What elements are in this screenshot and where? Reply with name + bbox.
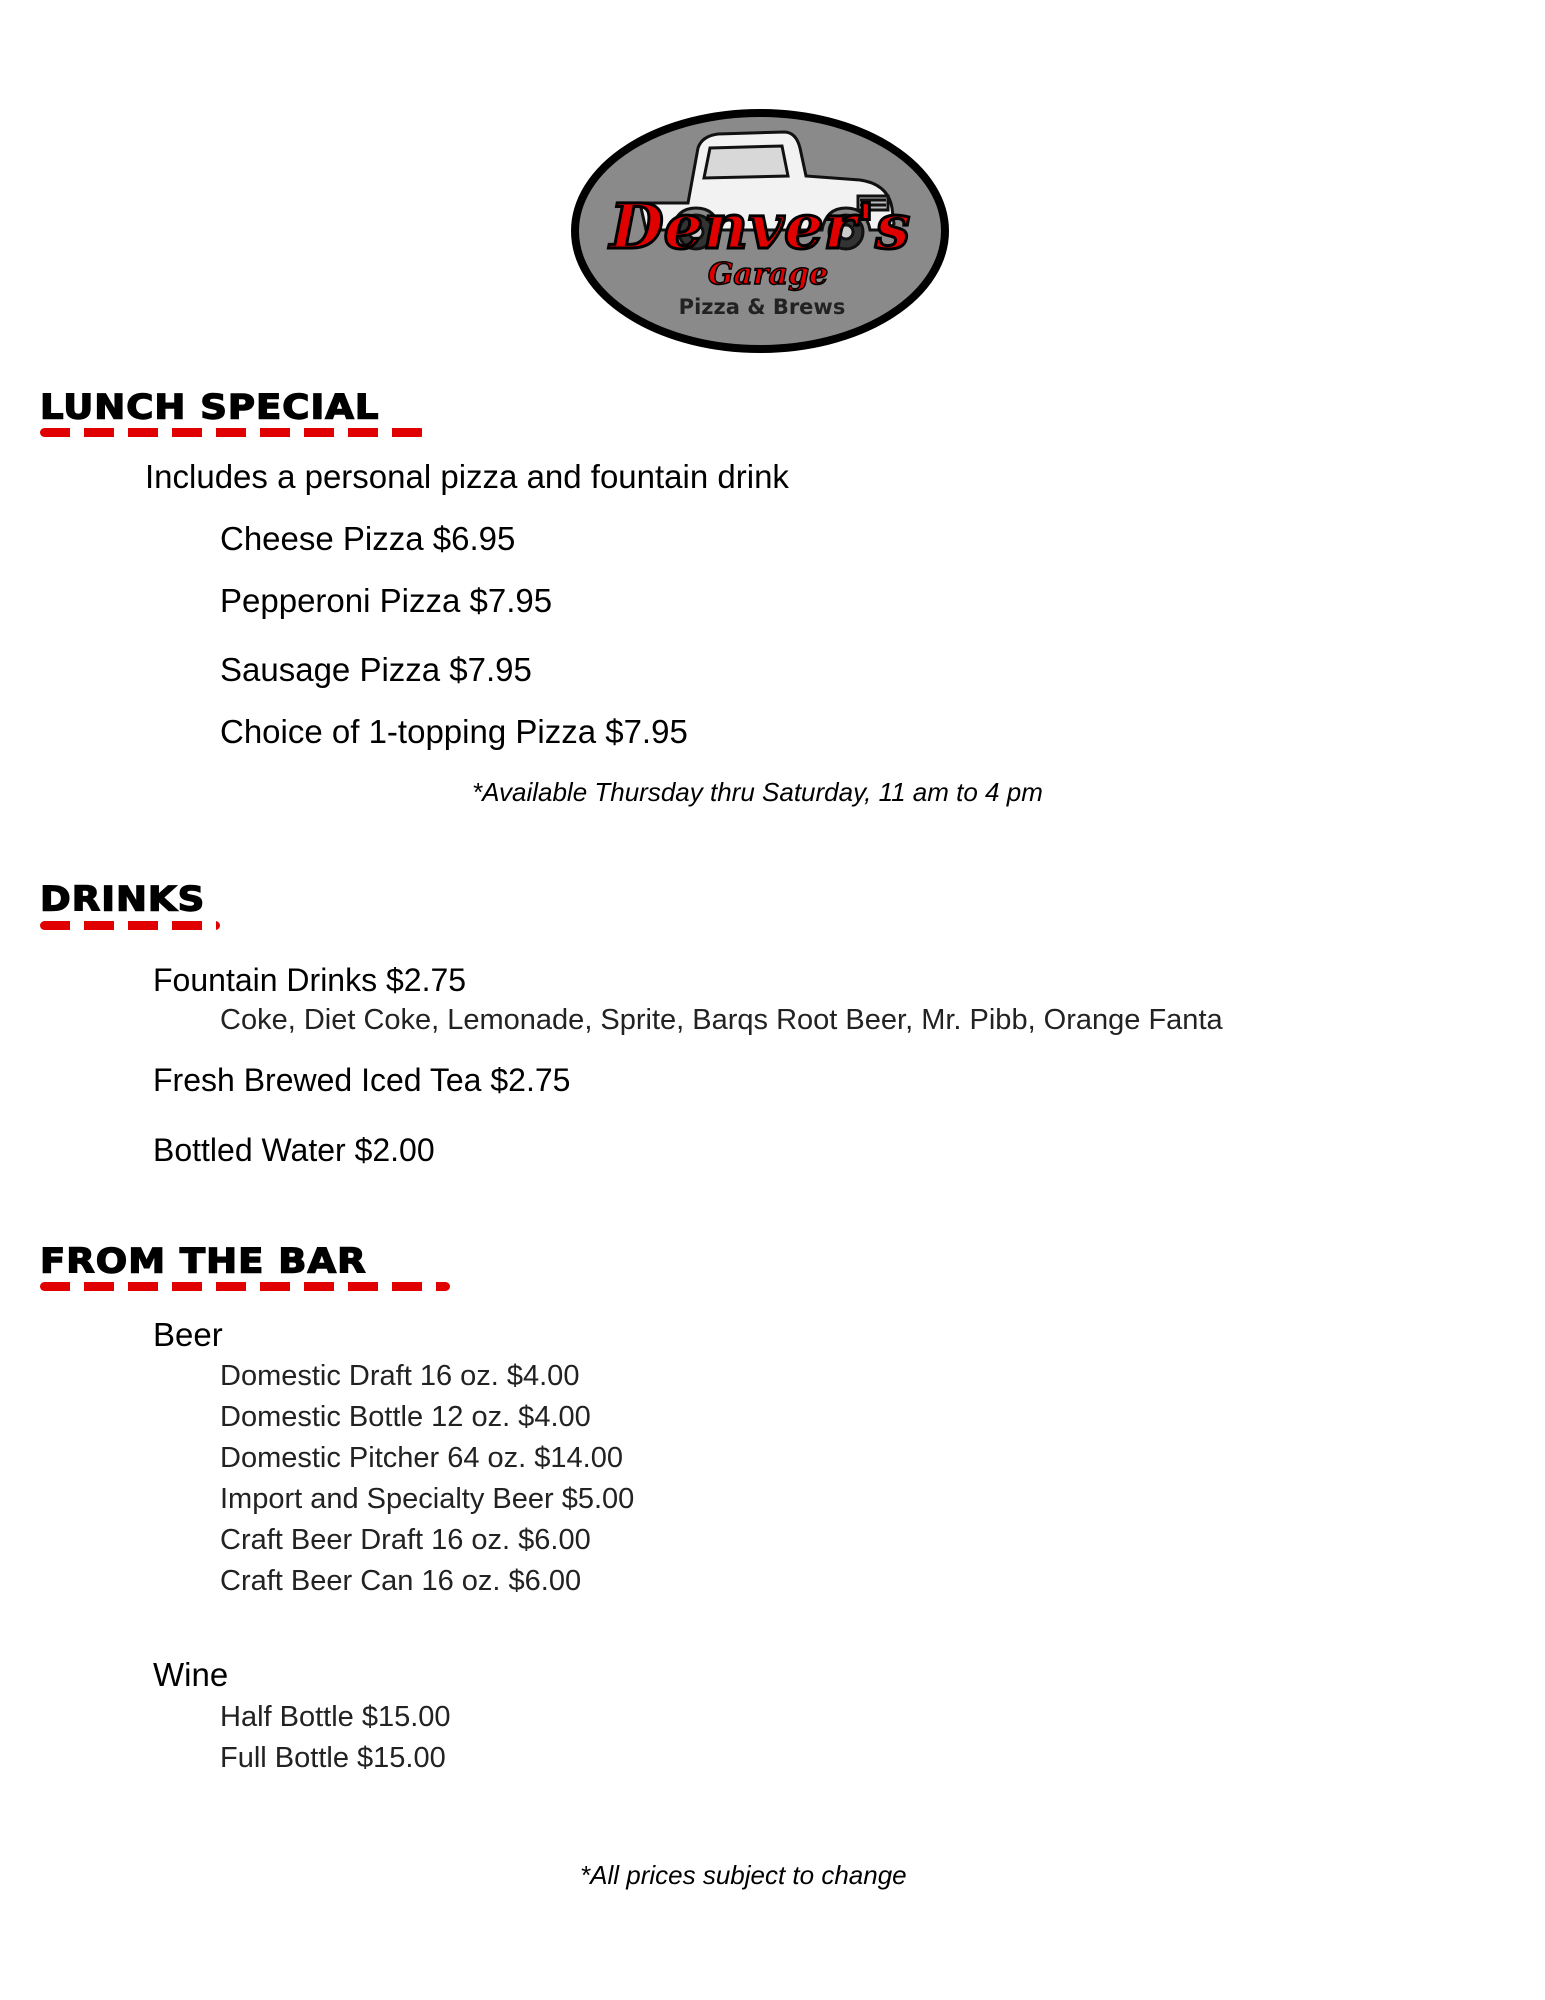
- list-item: Full Bottle $15.00: [220, 1742, 446, 1774]
- drink-iced-tea: Fresh Brewed Iced Tea $2.75: [153, 1062, 571, 1098]
- restaurant-logo: [570, 108, 950, 354]
- lunch-intro: Includes a personal pizza and fountain drink: [145, 458, 789, 495]
- wine-list: [220, 1697, 451, 1779]
- list-item: Import and Specialty Beer $5.00: [220, 1483, 635, 1515]
- logo-graphic: [570, 108, 950, 354]
- logo-script-text: Denver's: [609, 190, 911, 263]
- lunch-item-one-topping: Choice of 1-topping Pizza $7.95: [220, 713, 688, 750]
- drinks-heading: DRINKS: [40, 879, 206, 919]
- lunch-heading-underline: [40, 428, 425, 437]
- list-item: Domestic Bottle 12 oz. $4.00: [220, 1401, 591, 1433]
- prices-disclaimer: *All prices subject to change: [580, 1860, 907, 1890]
- list-item: Craft Beer Draft 16 oz. $6.00: [220, 1524, 591, 1556]
- logo-tagline: Pizza & Brews: [678, 295, 846, 319]
- beer-list: [220, 1356, 634, 1602]
- list-item: Half Bottle $15.00: [220, 1701, 451, 1733]
- list-item: Craft Beer Can 16 oz. $6.00: [220, 1565, 582, 1597]
- lunch-availability-note: *Available Thursday thru Saturday, 11 am to 4 pm: [472, 777, 1043, 807]
- drink-bottled-water: Bottled Water $2.00: [153, 1132, 435, 1168]
- beer-subheading: Beer: [153, 1316, 223, 1353]
- bar-heading-underline: [40, 1282, 450, 1291]
- drinks-heading-underline: [40, 921, 220, 930]
- bar-heading: FROM THE BAR: [40, 1241, 367, 1281]
- logo-sub-text: Garage: [707, 257, 829, 292]
- wine-subheading: Wine: [153, 1656, 229, 1693]
- lunch-item-pepperoni: Pepperoni Pizza $7.95: [220, 582, 553, 619]
- drink-fountain: Fountain Drinks $2.75: [153, 962, 467, 998]
- drink-fountain-options: Coke, Diet Coke, Lemonade, Sprite, Barqs Root Beer, Mr. Pibb, Orange Fanta: [220, 1004, 1223, 1036]
- lunch-item-sausage: Sausage Pizza $7.95: [220, 651, 532, 688]
- list-item: Domestic Pitcher 64 oz. $14.00: [220, 1442, 623, 1474]
- list-item: Domestic Draft 16 oz. $4.00: [220, 1360, 580, 1392]
- lunch-item-cheese: Cheese Pizza $6.95: [220, 520, 516, 557]
- lunch-special-heading: LUNCH SPECIAL: [40, 387, 380, 427]
